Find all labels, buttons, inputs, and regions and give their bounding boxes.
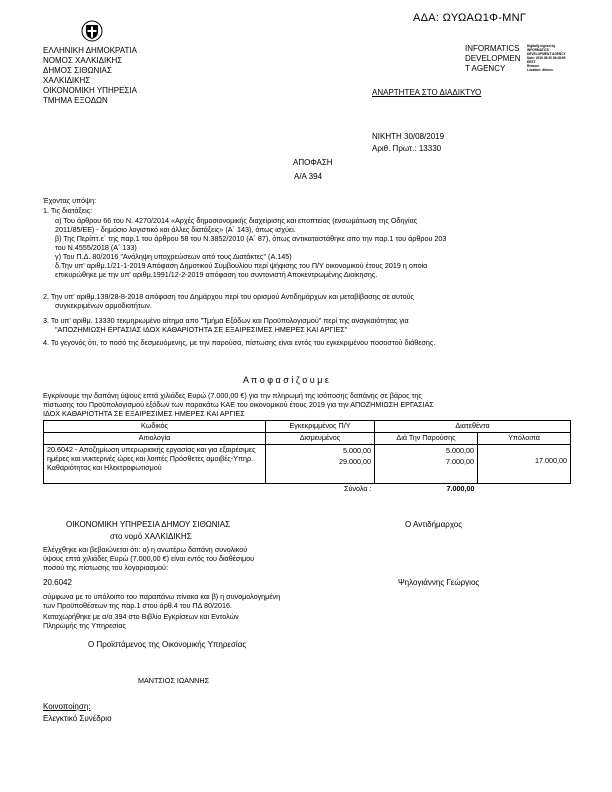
total-value: 7.000,00 <box>446 484 475 493</box>
consideration-3: 3. Το υπ' αριθμ. 13330 τεκμηριωμένο αίτημα απο "Τμήμα Εξόδων και Προϋπολογισμού" περί της αναγκαιότητας για "ΑΠΟΖΗΜΙΩΣΗ ΕΡΓΑΣΙΑΣ ΙΔΟΧ ΚΑΘΑΡΙΟΤΗΤΑ ΣΕ ΕΞΑΙΡΕΣΙΜΕΣ ΗΜΕΡΕΣ ΚΑΙ ΑΡΓΙΕΣ" <box>43 316 409 334</box>
left-sig-account-code: 20.6042 <box>43 578 72 587</box>
header-reserved: Δισμευμένος <box>266 433 375 445</box>
issuer-line: ΧΑΛΚΙΔΙΚΗΣ <box>43 76 91 85</box>
posted-online-label: ΑΝΑΡΤΗΤΕΑ ΣΤΟ ΔΙΑΔΙΚΤΥΟ <box>372 88 482 97</box>
total-label: Σύνολα : <box>344 484 372 493</box>
stamp-details: Digitally signed by INFORMATICS DEVELOPMENT AGENCY Date: 2019.08.30 09:48:59 EEST Reason: Location: Athens <box>527 44 566 72</box>
left-sig-verification: Ελέγχθηκε και βεβαιώνεται ότι: α) η ανωτέρω δαπάνη συνολικού ύψους επτά χιλιάδες Ευρώ (7.000,00 €) είναι εντός του διαθέσιμου ποσού της πίστωσης του λογαριασμού: <box>43 545 255 572</box>
row-code-reason: 20.6042 - Αποζημίωση υπερωριακής εργασίας και για εξαιρέσιμες ημέρες και νυκτερινές ώρες και λοιπές Πρόσθετες αμοιβές-Υπηρ. Καθαριότητας και Ηλεκτροφωτισμού <box>44 445 266 484</box>
left-sig-title: ΟΙΚΟΝΟΜΙΚΗ ΥΠΗΡΕΣΙΑ ΔΗΜΟΥ ΣΙΘΩΝΙΑΣ <box>66 520 231 529</box>
greek-coat-of-arms-icon <box>81 20 103 42</box>
stamp-line: INFORMATICS <box>465 44 520 53</box>
consideration-4: 4. Το γεγονός ότι, το ποσό της δεσμευόμενης, με την παρούσα, πίστωσης είναι εντός του εγκεκριμένου ποσοστού διάθεσης. <box>43 338 436 347</box>
notify-heading: Κοινοποίηση: <box>43 702 91 711</box>
table-total-row <box>44 484 571 496</box>
header-code: Κωδικός <box>44 421 266 433</box>
header-this: Διά Την Παρούσης <box>375 433 478 445</box>
provision-line: 2011/85/ΕΕ) - δημόσιο λογιστικό και άλλες διατάξεις» (Α΄ 143), όπως ισχύει. <box>55 225 296 234</box>
table-row <box>44 445 571 484</box>
row-this: 5.000,00 7.000,00 <box>375 445 478 484</box>
right-sig-name: Ψηλογιάννης Γεώργιος <box>398 578 480 587</box>
table-header-row <box>44 433 571 445</box>
issuer-line: ΝΟΜΟΣ ΧΑΛΚΙΔΙΚΗΣ <box>43 56 123 65</box>
header-available: Διατεθέντα <box>375 421 571 433</box>
protocol-number: Αριθ. Πρωτ.: 13330 <box>372 144 442 153</box>
left-sig-region: στο νομό ΧΑΛΚΙΔΙΚΗΣ <box>110 532 192 541</box>
stamp-line: DEVELOPMEN <box>465 54 521 63</box>
having-regard: Έχοντας υπόψη: <box>43 196 97 205</box>
stamp-line: T AGENCY <box>465 64 506 73</box>
provisions-list <box>55 216 446 279</box>
row-approved: 5.000,00 29.000,00 <box>266 445 375 484</box>
provision-line: του Ν.4555/2018 (Α΄ 133) <box>55 243 137 252</box>
we-decide-heading: Α π ο φ α σ ί ζ ο υ μ ε <box>243 375 329 385</box>
left-sig-name: ΜΑΝΤΣΙΟΣ ΙΩΑΝΝΗΣ <box>138 676 210 685</box>
provisions-heading: 1. Τις διατάξεις: <box>43 206 93 215</box>
header-remaining: Υπόλοιπα <box>478 433 571 445</box>
row-remaining: 17.000,00 <box>478 445 571 484</box>
provision-line: β) Της Περίπτ.ε΄ της παρ.1 του άρθρου 58 του Ν.3852/2010 (Α΄ 87), όπως αντικαταστάθηκε απο την παρ.1 του άρθρου 203 <box>55 234 447 243</box>
provision-line: α) Του άρθρου 66 του Ν. 4270/2014 «Αρχές δημοσιονομικής διαχείρισης και εποπτείας (ενσωμάτωση της Οδηγίας <box>55 216 418 225</box>
issuer-line: ΕΛΛΗΝΙΚΗ ΔΗΜΟΚΡΑΤΙΑ <box>43 46 137 55</box>
right-sig-title: Ο Αντιδήμαρχος <box>405 520 463 529</box>
notify-recipient: Ελεγκτικό Συνέδριο <box>43 714 112 723</box>
provision-line: δ.Την υπ' αριθμ.1/21-1-2019 Απόφαση Δημοτικού Συμβουλίου περί ψήφισης του Π/Υ οικονομικού έτους 2019 η οποία <box>55 261 428 270</box>
digital-signature-stamp <box>465 44 521 74</box>
header-reason: Αιτιολογία <box>44 433 266 445</box>
expense-table <box>43 420 571 495</box>
ada-code: ΑΔΑ: ΩΥΩΑΩ1Φ-ΜΝΓ <box>413 12 527 24</box>
consideration-2: 2. Την υπ' αριθμ.139/28-8-2018 απόφαση του Δημάρχου περί του ορισμού Αντιδημάρχων και μεταβίβασης σε αυτούς συγκεκριμένων αρμοδιοτήτων. <box>43 292 415 310</box>
left-sig-role: Ο Προϊστάμενος της Οικονομικής Υπηρεσίας <box>88 640 247 649</box>
issuer-line: ΟΙΚΟΝΟΜΙΚΗ ΥΠΗΡΕΣΙΑ <box>43 86 137 95</box>
approval-text: Εγκρίνουμε την δαπάνη ύψους επτά χιλιάδες Ευρώ (7.000,00 €) για την πληρωμή της ισόποσης δαπάνης σε βάρος της πίστωσης του Προϋπολογισμού εξόδων των παρακάτω ΚΑΕ του οικονομικού έτους 2019 για την ΑΠΟΖΗΜΙΩΣΗ ΕΡΓΑΣΙΑΣ ΙΔΟΧ ΚΑΘΑΡΙΟΤΗΤΑ ΣΕ ΕΞΑΙΡΕΣΙΜΕΣ ΗΜΕΡΕΣ ΚΑΙ ΑΡΓΙΕΣ <box>43 391 434 418</box>
place-date: ΝΙΚΗΤΗ 30/08/2019 <box>372 132 445 141</box>
issuer-line: ΔΗΜΟΣ ΣΙΘΩΝΙΑΣ <box>43 66 112 75</box>
left-sig-details: σύμφωνα με το υπόλοιπο του παραπάνω πίνακα και β) η συνομολογημένη των Προϋποθέσεων της παρ.1 στου άρθ.4 του ΠΔ 80/2016. Καταχωρήθηκε με α/α 394 στο Βιβλίο Εγκρίσεων και Εντολών Πληρωμής της Υπηρεσίας <box>43 592 281 630</box>
provision-line: γ) Του Π.Δ. 80/2016 "Ανάληψη υποχρεώσεων από τους Διατάκτες" (Α.145) <box>55 252 292 261</box>
header-approved: Εγκεκριμμένος Π/Υ <box>266 421 375 433</box>
issuer-block <box>43 46 137 106</box>
table-header-row <box>44 421 571 433</box>
provision-line: επικυρώθηκε με την υπ' αριθμ.1991/12-2-2019 απόφαση του συντονιστή Αποκεντρωμένης Διοίκησης. <box>55 270 378 279</box>
issuer-line: ΤΜΗΜΑ ΕΞΟΔΩΝ <box>43 96 108 105</box>
decision-number: Α/Α 394 <box>294 172 323 181</box>
decision-title: ΑΠΟΦΑΣΗ <box>293 158 333 167</box>
